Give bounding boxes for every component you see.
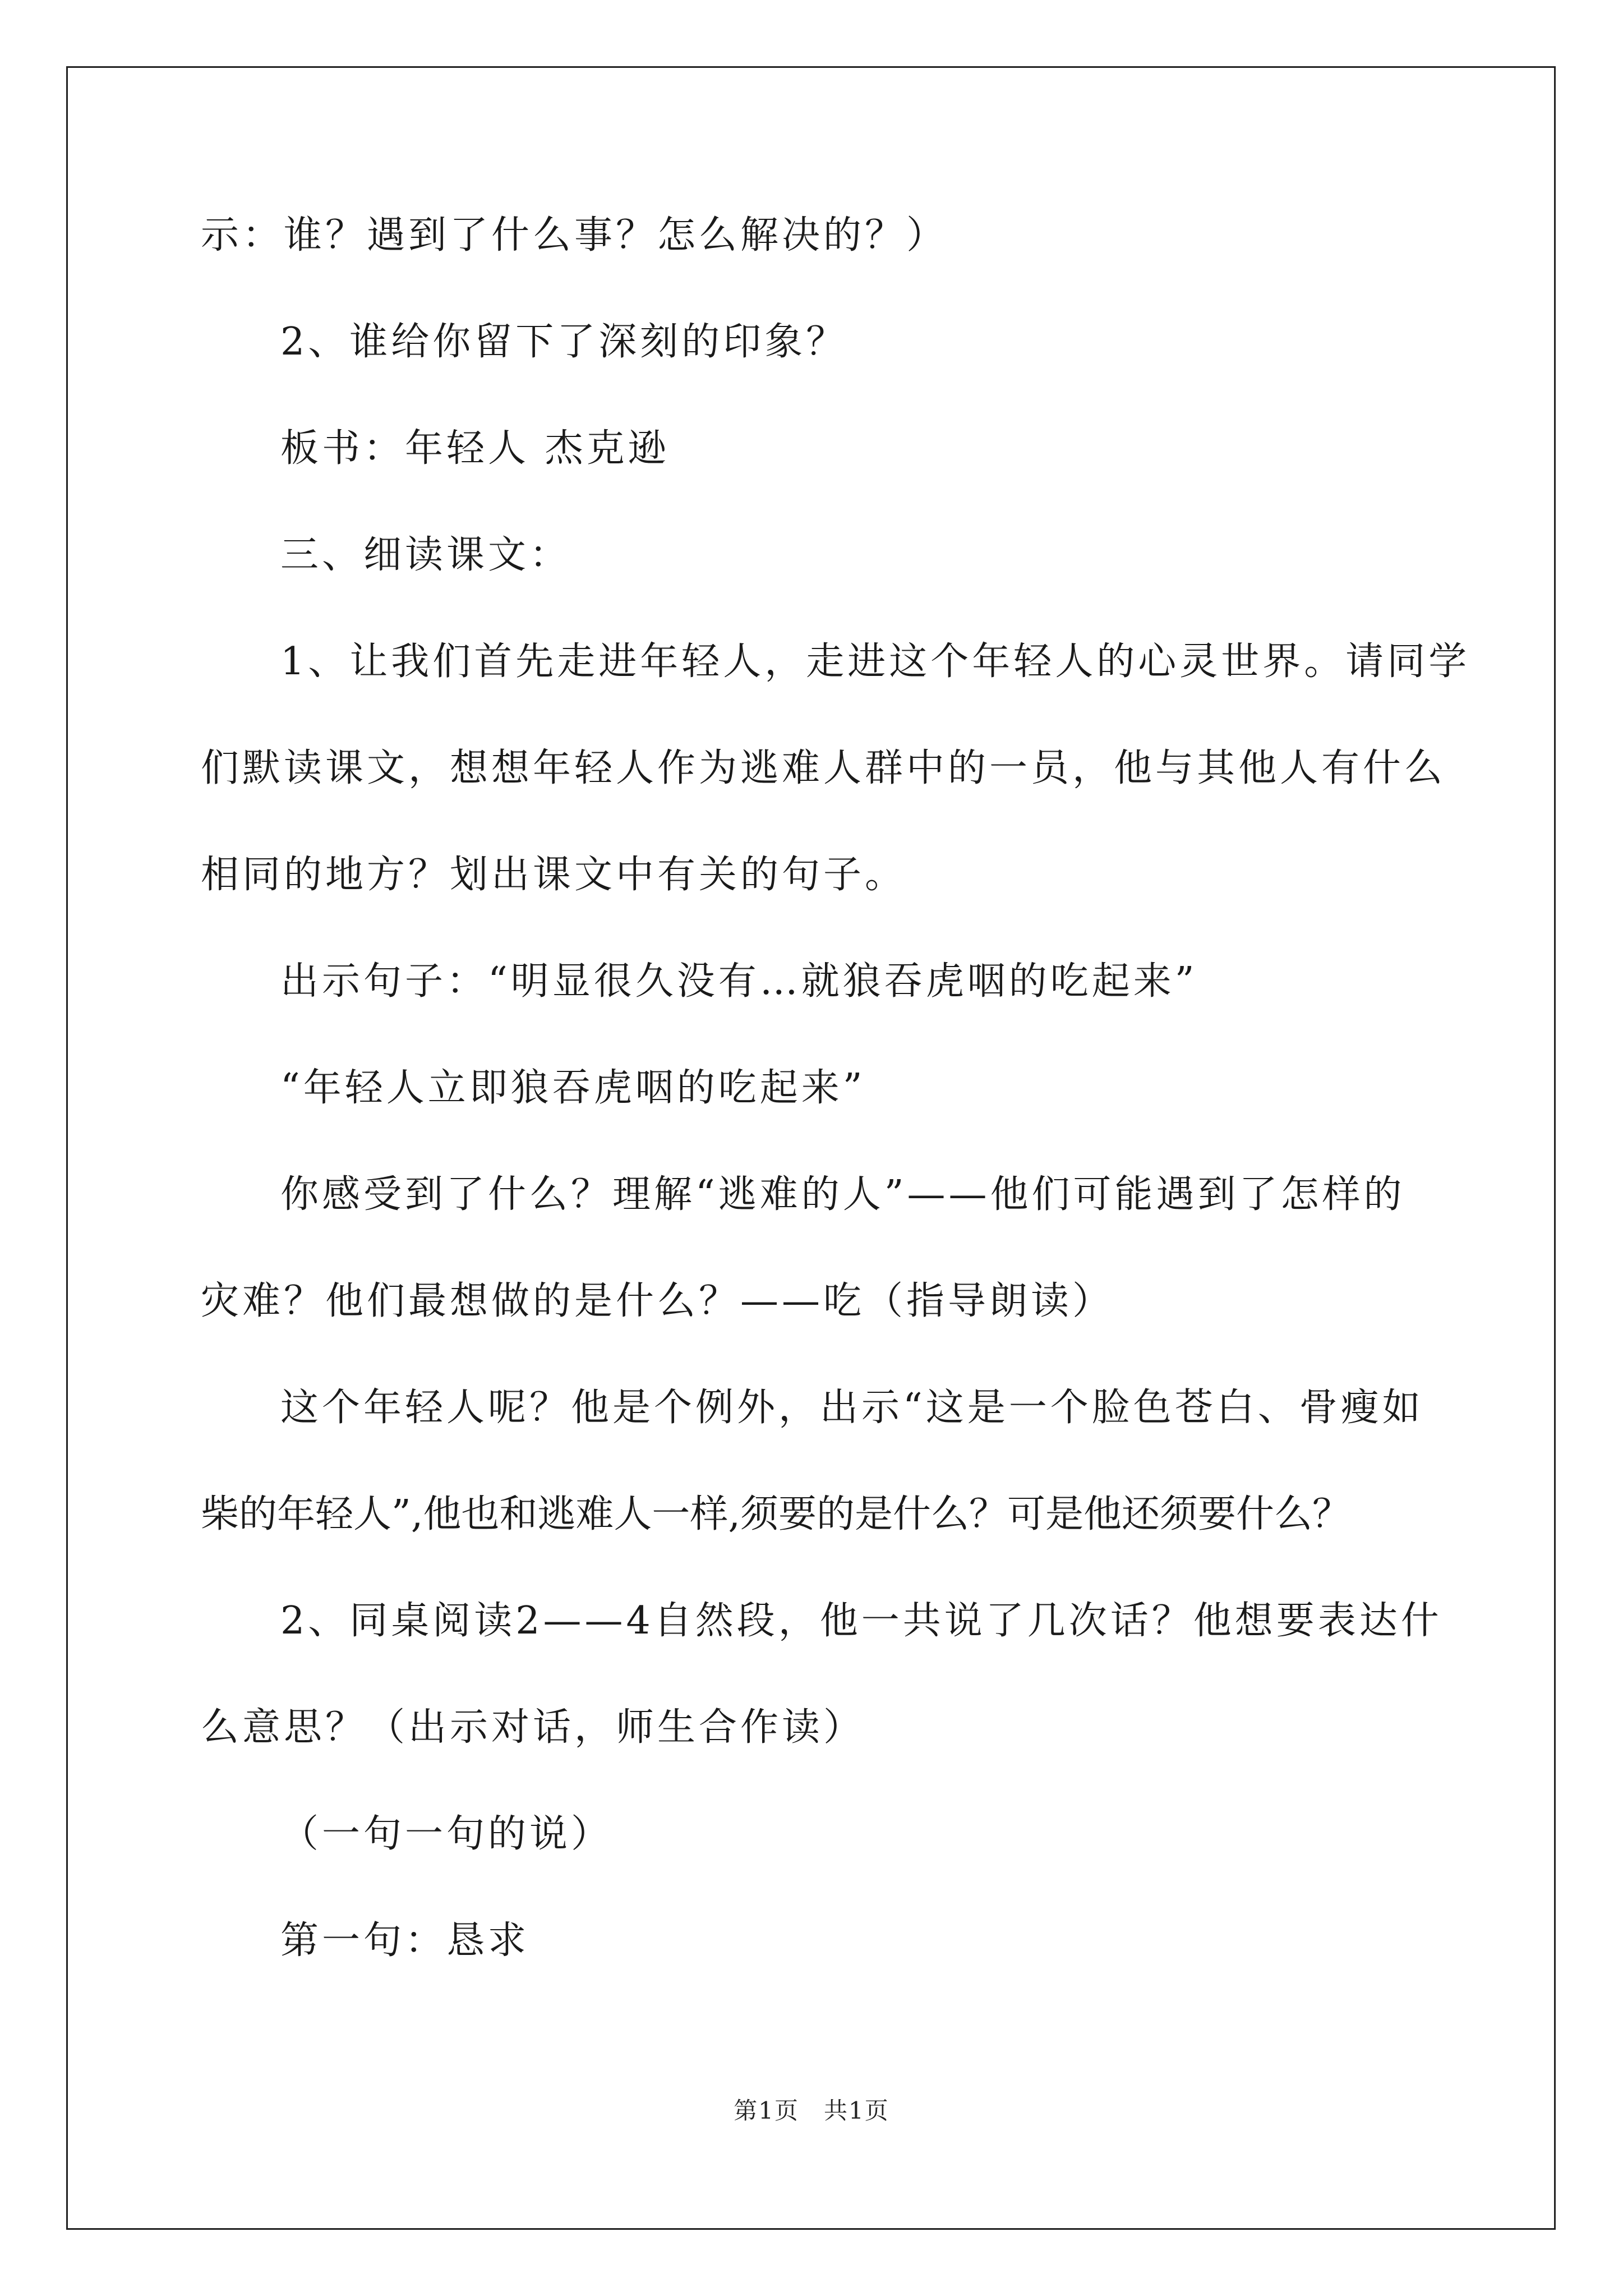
page-number-footer: 第1页 共1页	[734, 2097, 889, 2124]
page-border	[66, 66, 1556, 2230]
section-heading: 三、细读课文：	[280, 533, 571, 577]
text-line: （一句一句的说）	[280, 1812, 613, 1856]
text-line: 柴的年轻人”,他也和逃难人一样,须要的是什么？可是他还须要什么？	[201, 1492, 1350, 1536]
text-line: 么意思？（出示对话，师生合作读）	[201, 1705, 865, 1750]
text-line: 相同的地方？划出课文中有关的句子。	[201, 853, 907, 897]
text-line: 这个年轻人呢？他是个例外，出示“这是一个脸色苍白、骨瘦如	[280, 1386, 1424, 1430]
text-line: 板书：年轻人 杰克逊	[280, 426, 670, 471]
text-line: 示：谁？遇到了什么事？怎么解决的？）	[201, 213, 948, 257]
text-line: “年轻人立即狼吞虎咽的吃起来”	[280, 1066, 866, 1110]
text-line: 出示句子：“明显很久没有…就狼吞虎咽的吃起来”	[280, 959, 1198, 1004]
text-line: 你感受到了什么？理解“逃难的人”——他们可能遇到了怎样的	[280, 1172, 1405, 1217]
text-line: 1、让我们首先走进年轻人，走进这个年轻人的心灵世界。请同学	[280, 639, 1470, 684]
text-line: 2、谁给你留下了深刻的印象？	[280, 320, 848, 364]
text-line: 2、同桌阅读2——4自然段，他一共说了几次话？他想要表达什	[280, 1599, 1442, 1643]
text-line: 们默读课文，想想年轻人作为逃难人群中的一员，他与其他人有什么	[201, 746, 1446, 790]
text-line: 灾难？他们最想做的是什么？——吃（指导朗读）	[201, 1279, 1114, 1323]
text-line: 第一句：恳求	[280, 1918, 530, 1963]
